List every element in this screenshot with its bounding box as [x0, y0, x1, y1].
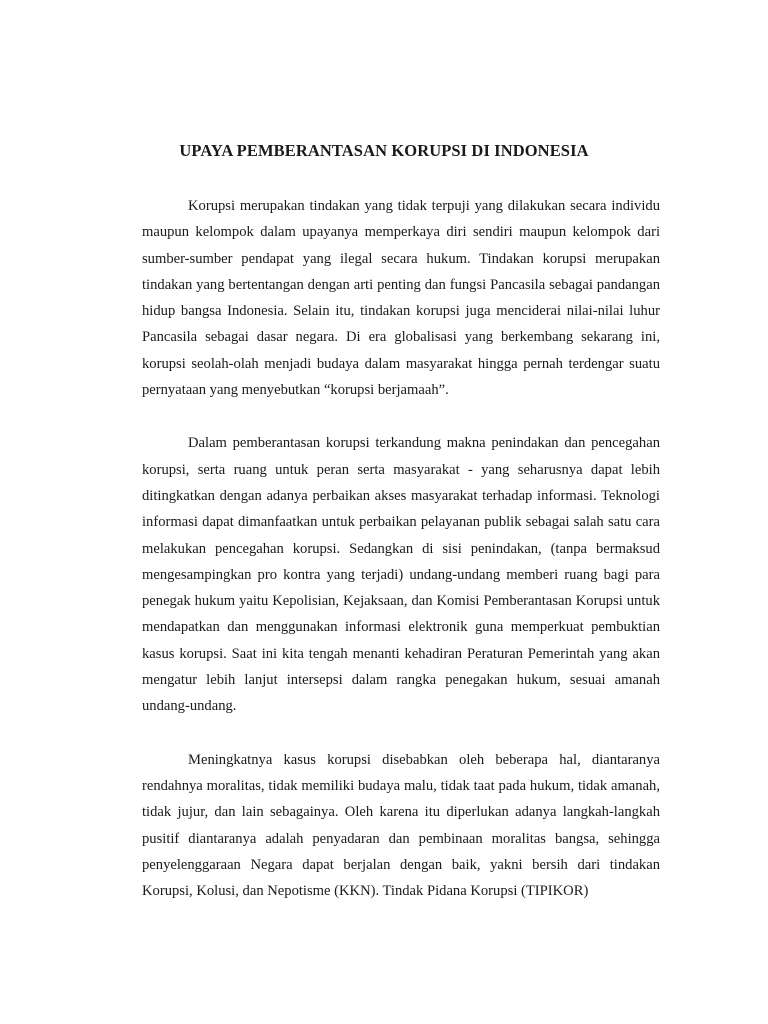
body-paragraph-2: Dalam pemberantasan korupsi terkandung makna penindakan dan pencegahan korupsi, serta ruang untuk peran serta masyarakat - yang seharusnya dapat lebih ditingkatkan dengan adanya perbaikan akses masyarakat terhadap informasi. Teknologi informasi dapat dimanfaatkan untuk perbaikan pelayanan publik sebagai salah satu cara melakukan pencegahan korupsi. Sedangkan di sisi penindakan, (tanpa bermaksud mengesampingkan pro kontra yang terjadi) undang-undang memberi ruang bagi para penegak hukum yaitu Kepolisian, Kejaksaan, dan Komisi Pemberantasan Korupsi untuk mendapatkan dan menggunakan informasi elektronik guna memperkuat pembuktian kasus korupsi. Saat ini kita tengah menanti kehadiran Peraturan Pemerintah yang akan mengatur lebih lanjut intersepsi dalam rangka penegakan hukum, sesuai amanah undang-undang.: [142, 435, 660, 715]
document-title: UPAYA PEMBERANTASAN KORUPSI DI INDONESIA: [179, 141, 589, 160]
document-body: [142, 193, 660, 931]
body-paragraph-3: Meningkatnya kasus korupsi disebabkan oleh beberapa hal, diantaranya rendahnya moralitas, tidak memiliki budaya malu, tidak taat pada hukum, tidak amanah, tidak jujur, dan lain sebagainya. Oleh karena itu diperlukan adanya langkah-langkah pusitif diantaranya adalah penyadaran dan pembinaan moralitas bangsa, sehingga penyelenggaraan Negara dapat berjalan dengan baik, yakni bersih dari tindakan Korupsi, Kolusi, dan Nepotisme (KKN). Tindak Pidana Korupsi (TIPIKOR): [142, 751, 660, 900]
body-paragraph-1: Korupsi merupakan tindakan yang tidak terpuji yang dilakukan secara individu maupun kelompok dalam upayanya memperkaya diri sendiri maupun kelompok dari sumber-sumber pendapat yang ilegal secara hukum. Tindakan korupsi merupakan tindakan yang bertentangan dengan arti penting dan fungsi Pancasila sebagai pandangan hidup bangsa Indonesia. Selain itu, tindakan korupsi juga menciderai nilai-nilai luhur Pancasila sebagai dasar negara. Di era globalisasi yang berkembang sekarang ini, korupsi seolah-olah menjadi budaya dalam masyarakat hingga pernah terdengar suatu pernyataan yang menyebutkan “korupsi berjamaah”.: [142, 198, 660, 399]
